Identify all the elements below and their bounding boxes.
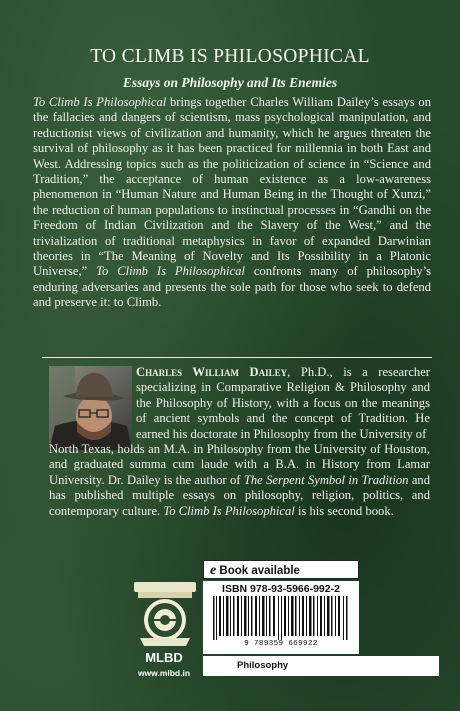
author-bio [136, 365, 430, 442]
author-bio-continued [49, 442, 430, 519]
book-subtitle: Essays on Philosophy and Its Enemies [122, 75, 338, 90]
blurb-text-end: confronts many of philosophy’s enduring adversaries and presents the sole path for those who seek to defend and preserve it: to Climb. [33, 264, 431, 310]
author-other-book: The Serpent Symbol in Tradition [243, 472, 409, 487]
book-blurb [33, 95, 431, 311]
blurb-book-title-2: To Climb Is Philosophical [96, 264, 245, 279]
blurb-text: brings together Charles William Dailey’s essays on the fallacies and dangers of scientism, mass psychological manipulation, and reductionist views of civilization and humanity, which he argues threaten the survival of philosophy as it has been practiced for millennia in both East and West. Addressing topics such as the politicization of science in “Science and Tradition,” the acceptance of human existence as a low-awareness phenomenon in “Human Nature and Human Being in the Thought of Xunzi,” the reduction of human populations to instinctual processes in “Gandhi on the Freedom of Indian Civilization and the Slavery of the West,” and the trivialization of traditional metaphysics in favor of expanded Darwinian theories in “The Meaning of Novelty and Its Possibility in a Platonic Universe,” [33, 95, 431, 279]
publisher-logo-icon [130, 580, 200, 650]
author-bio-text-2: North Texas, holds an M.A. in Philosophy from the University of Houston, and graduated summa cum laude with a B.A. in History from Lamar University. Dr. Dailey is the author of [49, 442, 430, 487]
ebook-label: Book available [216, 565, 300, 577]
author-bio-text-3: and has published multiple essays on philosophy, religion, politics, and contemporary culture. [49, 472, 431, 518]
publisher-url[interactable]: www.mlbd.in [137, 668, 191, 678]
barcode-digits: 9 789359 669922 [244, 640, 318, 648]
book-title: TO CLIMB IS PHILOSOPHICAL [90, 46, 370, 67]
author-name: Charles William Dailey [136, 365, 288, 379]
author-bio-text-4: is his second book. [294, 503, 394, 518]
barcode-panel [203, 581, 359, 654]
ebook-prefix: e [210, 563, 217, 578]
category-label: Philosophy [203, 656, 439, 676]
section-divider [42, 357, 432, 358]
ebook-badge [203, 560, 359, 579]
author-this-book: To Climb Is Philosophical [163, 503, 295, 518]
barcode-icon [211, 596, 351, 640]
publisher-name: MLBD [145, 650, 183, 665]
blurb-book-title: To Climb Is Philosophical [33, 95, 167, 109]
author-photo [49, 366, 132, 450]
author-bio-text: , Ph.D., is a researcher specializing in Comparative Religion & Philosophy and the Philosophy of History, with a focus on the meanings of ancient symbols and the concept of Tradition. He earned his doctorate in Philosophy from the University of [136, 365, 430, 441]
isbn-label: ISBN 978-93-5966-992-2 [222, 583, 340, 595]
